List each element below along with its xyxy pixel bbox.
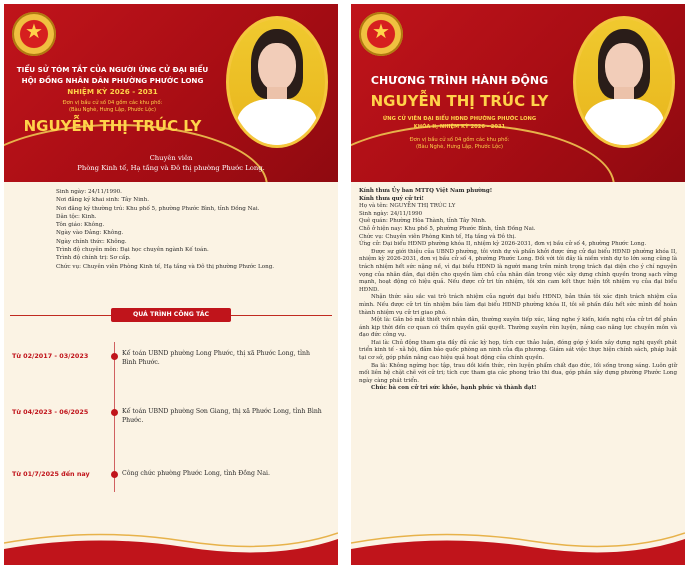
speech-paragraph: Chỗ ở hiện nay: Khu phố 5, phường Phước Bình, tỉnh Đồng Nai. <box>359 225 536 232</box>
info-line: Tôn giáo: Không. <box>56 222 105 229</box>
candidate-subtitle: ỨNG CỬ VIÊN ĐẠI BIỂU HĐND PHƯỜNG PHƯỚC LONG <box>382 116 537 122</box>
speech-paragraph: Chức vụ: Chuyên viên Phòng Kinh tế, Hạ tầng và Đô thị. <box>359 233 516 240</box>
header-title <box>10 64 215 97</box>
unit-note-areas: (Bàu Nghè, Hưng Lập, Phước Lộc) <box>415 144 504 150</box>
info-line: Nơi đăng ký khai sinh: Tây Ninh. <box>56 197 149 204</box>
footer-wave <box>351 529 685 565</box>
timeline-date: Từ 01/7/2025 đến nay <box>12 470 90 478</box>
speech-paragraph: Nhận thức sâu sắc vai trò trách nhiệm của người đại biểu HĐND, bản thân tôi xác định trách nhiệm của mình. Nếu được cử tri tín nhiệm bầu làm đại biểu HĐND phường khóa II, tôi sẽ phấn đấu hết sức mình để hoàn thành nhiệm vụ cử tri giao phó. <box>359 294 677 316</box>
info-line: Ngày vào Đảng: Không. <box>56 230 124 237</box>
candidate-photo <box>226 16 328 148</box>
info-line: Trình độ chính trị: Sơ cấp. <box>56 255 131 262</box>
speech-paragraph: Ứng cử: Đại biểu HĐND phường khóa II, nhiệm kỳ 2026-2031, đơn vị bầu cử số 4, phường Phước Long. <box>359 241 647 248</box>
timeline-desc: Kế toán UBND phường Long Phước, thị xã Phước Long, tỉnh Bình Phước. <box>122 350 310 366</box>
timeline-desc: Kế toán UBND phường Sơn Giang, thị xã Phước Long, tỉnh Bình Phước. <box>122 408 322 424</box>
personal-info <box>4 188 326 271</box>
info-line: Nơi đăng ký thường trú: Khu phố 5, phường Phước Bình, tỉnh Đồng Nai. <box>56 205 260 212</box>
candidate-name: NGUYỄN THỊ TRÚC LY <box>23 117 202 135</box>
info-line: Chức vụ: Chuyên viên Phòng Kinh tế, Hạ tầng và Đô thị phường Phước Long. <box>56 263 275 270</box>
header-title-line: TIỂU SỬ TÓM TẮT CỦA NGƯỜI ỨNG CỬ ĐẠI BIỂU <box>16 65 209 74</box>
header-banner <box>351 4 685 182</box>
national-emblem-icon: ★ <box>359 12 403 56</box>
speech-text <box>359 188 677 393</box>
timeline-dot <box>111 353 118 360</box>
work-history-header <box>4 308 338 322</box>
speech-paragraph: Hai là: Chủ động tham gia đầy đủ các kỳ họp, tích cực thảo luận, đóng góp ý kiến xây dựng nghị quyết phát triển kinh tế - xã hội, đảm bảo quốc phòng an ninh của địa phương. Giám sát việc thực hiện chính sách, pháp luật tại cơ sở, góp phần nâng cao hiệu quả hoạt động của chính quyền. <box>359 339 677 362</box>
header-banner <box>4 4 338 182</box>
timeline-desc: Công chức phường Phước Long, tỉnh Đồng Nai. <box>122 470 270 477</box>
speech-paragraph: Được sự giới thiệu của UBND phường, tôi vinh dự và phấn khởi được ứng cử đại biểu HĐND phường khóa II, nhiệm kỳ 2026-2031, đơn vị bầu cử số 4, phường Phước Long. Đối với tôi đây là niềm vinh dự to lớn song cũng là trách nhiệm hết sức nặng nề, vì đại biểu HĐND là người mang trên mình trọng trách đại diện cho ý chí nguyện vọng của nhân dân, đại diện cho quyền làm chủ của nhân dân trong việc xây dựng chính quyền trong sạch vững mạnh, hoạt động có hiệu quả. Nếu được cử tri tín nhiệm, tôi xin cam kết thực hiện tốt nhiệm vụ của đại biểu HĐND. <box>359 248 677 293</box>
header-title-line: HỘI ĐỒNG NHÂN DÂN PHƯỜNG PHƯỚC LONG <box>21 76 204 85</box>
speech-paragraph: Kính thưa quý cử tri! <box>359 195 424 202</box>
program-title: CHƯƠNG TRÌNH HÀNH ĐỘNG <box>370 74 549 87</box>
section-title: QUÁ TRÌNH CÔNG TÁC <box>111 308 231 322</box>
candidate-org: Phòng Kinh tế, Hạ tầng và Đô thị phường Phước Long. <box>77 164 265 172</box>
candidate-role: Chuyên viên <box>149 154 193 162</box>
timeline-dot <box>111 471 118 478</box>
header-title-line: NHIỆM KỲ 2026 - 2031 <box>67 87 158 96</box>
speech-paragraph: Một là: Gắn bó mật thiết với nhân dân, thường xuyên tiếp xúc, lắng nghe ý kiến, kiến nghị của cử tri để phản ánh kịp thời đến cơ quan có thẩm quyền giải quyết. Thường xuyên rèn luyện, nâng cao năng lực chuyên môn và đạo đức công vụ. <box>359 317 677 339</box>
info-line: Sinh ngày: 24/11/1990. <box>56 189 122 195</box>
national-emblem-icon: ★ <box>12 12 56 56</box>
speech-paragraph: Sinh ngày: 24/11/1990 <box>359 210 423 217</box>
candidate-photo <box>573 16 675 148</box>
candidate-name: NGUYỄN THỊ TRÚC LY <box>370 92 549 110</box>
unit-note-areas: (Bàu Nghè, Hưng Lập, Phước Lộc) <box>68 107 157 113</box>
speech-paragraph: Ba là: Không ngừng học tập, trau dồi kiến thức, rèn luyện phẩm chất đạo đức, lối sống trong sáng. Luôn giữ mối liên hệ chặt chẽ với cử tri; tích cực tham gia các phong trào thi đua, góp phần xây dựng phường Phước Long ngày càng phát triển. <box>359 362 677 384</box>
info-line: Dân tộc: Kinh. <box>56 213 97 220</box>
speech-paragraph: Họ và tên: NGUYỄN THỊ TRÚC LY <box>359 203 456 210</box>
info-line: Trình độ chuyên môn: Đại học chuyên ngành Kế toán. <box>56 247 209 254</box>
speech-paragraph: Quê quán: Phường Hòa Thành, tỉnh Tây Ninh. <box>359 218 487 225</box>
unit-note: Đơn vị bầu cử số 04 gồm các khu phố: <box>62 100 163 106</box>
biography-panel <box>4 4 338 565</box>
info-line: Ngày chính thức: Không. <box>56 238 127 245</box>
timeline-date: Từ 02/2017 - 03/2023 <box>12 352 89 360</box>
speech-paragraph: Kính thưa Ủy ban MTTQ Việt Nam phường! <box>359 188 493 194</box>
speech-paragraph: Chúc bà con cử tri sức khỏe, hạnh phúc và thành đạt! <box>371 385 537 392</box>
timeline-date: Từ 04/2023 - 06/2025 <box>12 408 89 416</box>
unit-note: Đơn vị bầu cử số 04 gồm các khu phố: <box>409 137 510 143</box>
term-subtitle: KHÓA II, NHIỆM KỲ 2026 - 2031 <box>413 124 506 130</box>
timeline-axis <box>114 342 115 492</box>
footer-wave <box>4 529 338 565</box>
timeline-dot <box>111 409 118 416</box>
action-program-panel <box>351 4 685 565</box>
